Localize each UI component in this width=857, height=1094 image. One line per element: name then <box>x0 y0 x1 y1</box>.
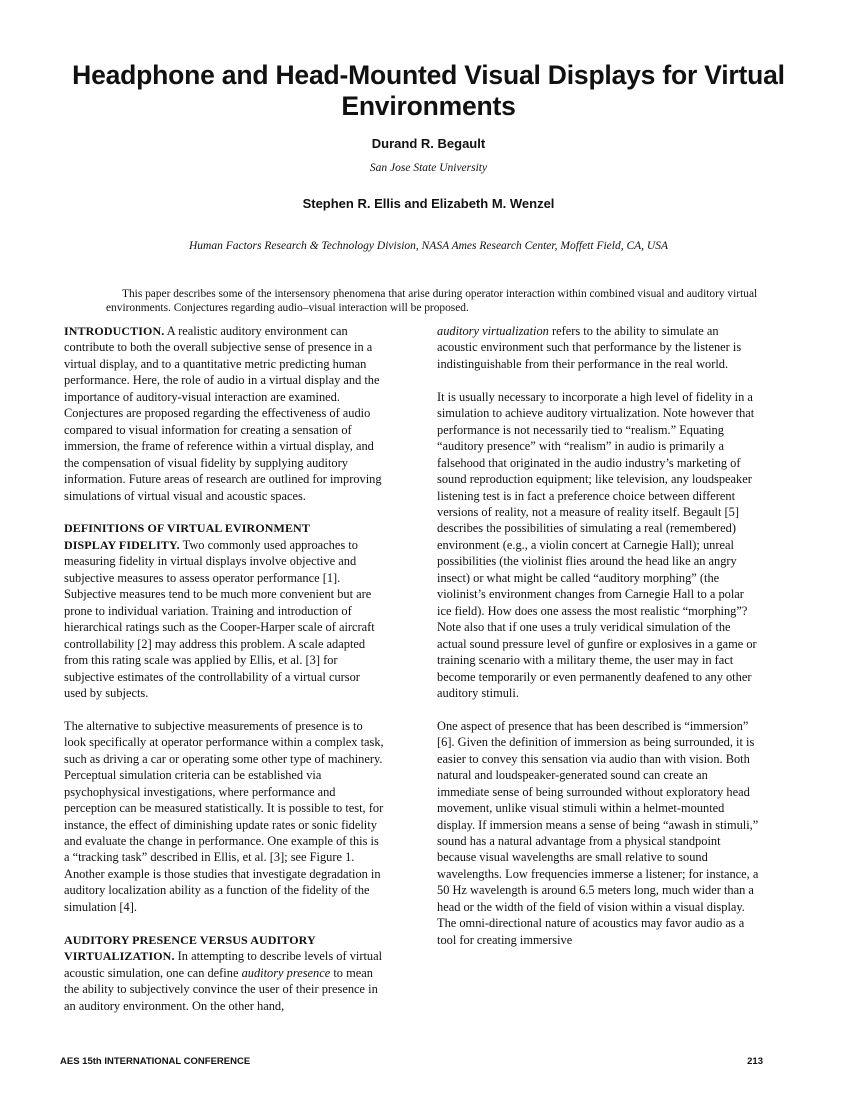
section-heading-definitions-line2: DISPLAY FIDELITY. <box>64 537 180 552</box>
definitions-text: Two commonly used approaches to measuring fidelity in virtual displays involve objective and subjective measures to assess operator performance [1]. Subjective measures tend to be much more convenient but are prone to individual variation. Training and introduction of hierarchical ratings such as the Cooper-Harper scale of aircraft controllability [2] may address this problem. A scale adapted from this rating scale was applied by Ellis, et al. [3] for subjective estimates of the controllability of a virtual cursor used by subjects. <box>64 537 375 700</box>
section-heading-auditory-line1: AUDITORY PRESENCE VERSUS AUDITORY <box>64 932 316 947</box>
fidelity-paragraph <box>437 389 759 702</box>
affiliation-2: Human Factors Research & Technology Division, NASA Ames Research Center, Moffett Field, CA, USA <box>189 240 668 252</box>
column-left <box>64 323 384 1014</box>
abstract: This paper describes some of the intersensory phenomena that arise during operator interaction within combined visual and auditory virtual environments. Conjectures regarding audio–visual interaction will be proposed. <box>106 288 758 314</box>
term-auditory-virtualization: auditory virtualization <box>437 324 549 338</box>
auditory-presence-paragraph <box>64 932 384 1014</box>
introduction-text: A realistic auditory environment can contribute to both the overall subjective sense of presence in a virtual display, and to a quantitative metric predicting human performance. Here, the role of audio in a virtual display and the importance of auditory-visual interaction are examined. Conjectures are proposed regarding the effectiveness of audio compared to visual information for creating a sensation of immersion, the frame of reference within a virtual display, and the compensation of visual fidelity by supplying auditory information. Future areas of research are outlined for improving simulations of virtual visual and acoustic spaces. <box>64 324 382 503</box>
footer-page-number: 213 <box>747 1056 763 1067</box>
paper-title: Headphone and Head-Mounted Visual Displays for Virtual Environments <box>72 60 785 121</box>
footer-conference: AES 15th INTERNATIONAL CONFERENCE <box>60 1056 251 1067</box>
auditory-text-2: to mean the ability to subjectively convince the user of their presence in an auditory environment. On the other hand, <box>64 965 378 1013</box>
term-auditory-presence: auditory presence <box>241 965 331 980</box>
affiliation-1: San Jose State University <box>369 162 488 174</box>
alternative-text: The alternative to subjective measurements of presence is to look specifically at operator performance within a complex task, such as driving a car or operating some other type of machinery. Perceptual simulation criteria can be established via psychophysical investigations, where performance and perception can be measured statistically. It is possible to test, for instance, the effect of diminishing update rates or sonic fidelity and evaluate the change in performance. One example of this is a “tracking task” described in Ellis, et al. [3]; see Figure 1. Another example is those studies that investigate degradation in auditory localization ability as a function of the fidelity of the simulation [4]. <box>64 718 384 914</box>
section-heading-definitions-line1: DEFINITIONS OF VIRTUAL EVIRONMENT <box>64 521 310 536</box>
section-heading-auditory-line2: VIRTUALIZATION. <box>64 949 175 964</box>
author-1: Durand R. Begault <box>371 136 486 151</box>
author-2: Stephen R. Ellis and Elizabeth M. Wenzel <box>302 196 555 211</box>
fidelity-text: It is usually necessary to incorporate a high level of fidelity in a simulation to achieve auditory virtualization. Note however that performance is not necessarily tied to “realism.” Equating “auditory presence” with “realism” in audio is primarily a falsehood that originated in the audio industry’s marketing of sound reproduction equipment; like television, any loudspeaker listening test is in fact a preference choice between different versions of reality, not a measure of reality itself. Begault [5] describes the possibilities of simulating a real (remembered) environment (e.g., a violin concert at Carnegie Hall); unreal possibilities (the violinist flies around the head like an angry insect) or what might be called “auditory morphing” (the violinist’s environment changes from Carnegie Hall to a polar ice field). How does one assess the most realistic “morphing”? Note also that if one uses a truly veridical simulation of the actual sound pressure level of gunfire or explosives in a game or training scenario with a military theme, the user may in fact become temporarily or even permanently deafened to any other auditory stimuli. <box>437 389 757 700</box>
auditory-text-3: refers to the ability to simulate an acoustic environment such that performance by the listener is indistinguishable from their performance in the real world. <box>437 324 742 371</box>
auditory-text-1: In attempting to describe levels of virtual acoustic simulation, one can define <box>64 949 383 980</box>
definitions-paragraph <box>64 520 384 701</box>
immersion-text: One aspect of presence that has been described is “immersion” [6]. Given the definition of immersion as being surrounded, it is easier to convey this sensation via audio than with vision. Both natural and loudspeaker-generated sound can create an immediate sense of being surrounded without exploratory head movement, unlike visual stimuli within a helmet-mounted display. If immersion means a sense of being “awash in stimuli,” sound has a natural advantage from a physical standpoint because visual wavelengths are small relative to sound wavelengths. Low frequencies immerse a listener; for instance, a 50 Hz wavelength is around 6.5 meters long, much wider than a head or the width of the field of vision within a visual display. The omni-directional nature of acoustics may favor audio as a tool for creating immersive <box>437 718 759 947</box>
introduction-paragraph <box>64 323 384 504</box>
immersion-paragraph <box>437 718 759 948</box>
auditory-presence-continued <box>437 323 759 372</box>
section-heading-introduction: INTRODUCTION. <box>64 324 165 338</box>
alternative-paragraph <box>64 718 384 915</box>
column-right <box>437 323 759 948</box>
